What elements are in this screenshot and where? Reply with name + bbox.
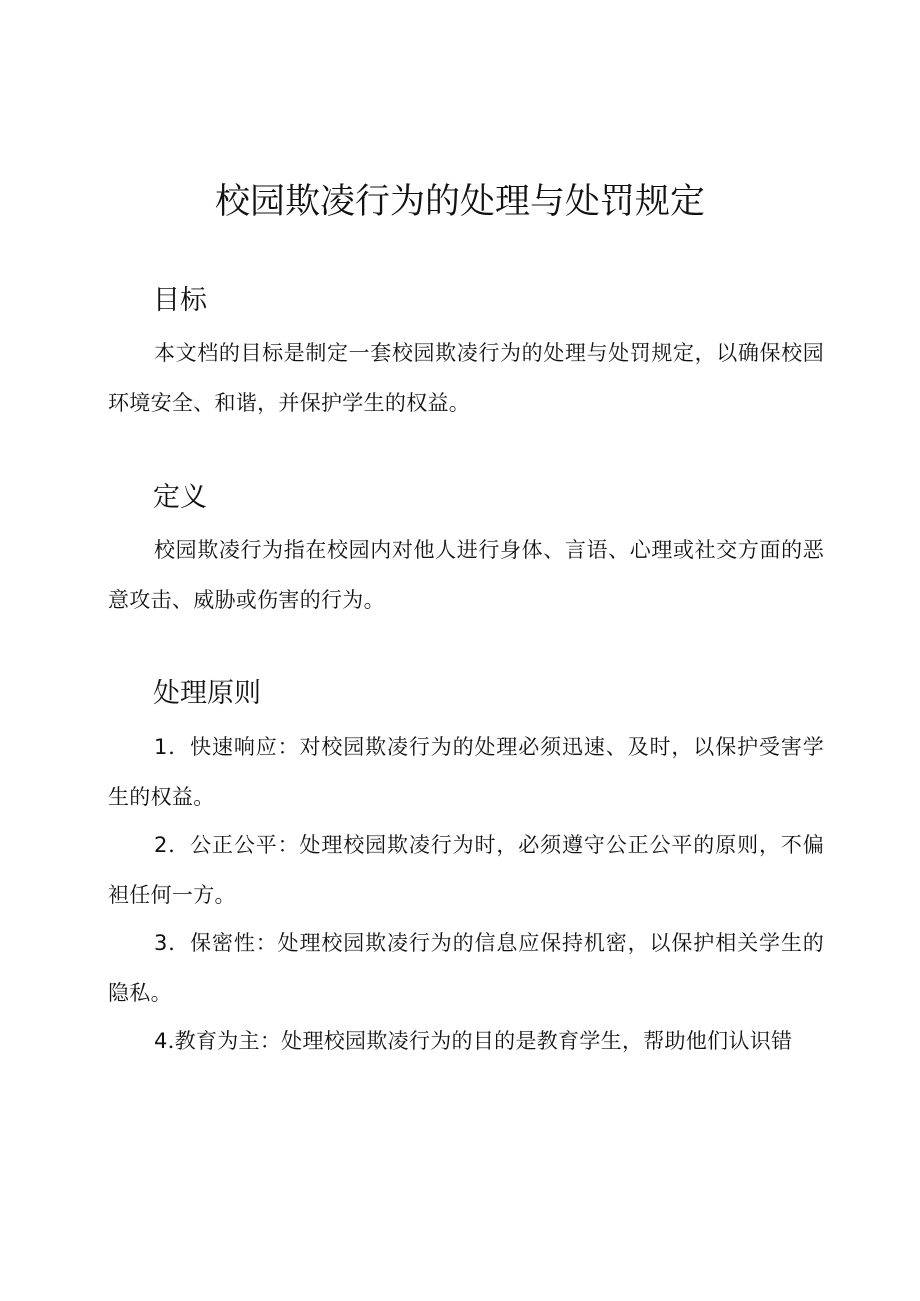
document-title: 校园欺凌行为的处理与处罚规定	[214, 182, 705, 222]
principle-separator: .	[167, 1029, 175, 1053]
principle-item	[108, 1016, 824, 1066]
principle-number: 2	[154, 833, 168, 857]
section-paragraph-definition: 校园欺凌行为指在校园内对他人进行身体、言语、心理或社交方面的恶意攻击、威胁或伤害的行为。	[108, 538, 824, 612]
principle-separator: ．	[167, 735, 191, 759]
section-heading-goal: 目标	[153, 285, 207, 316]
principle-text: 保密性：处理校园欺凌行为的信息应保持机密，以保护相关学生的隐私。	[108, 931, 824, 1005]
principle-text: 公正公平：处理校园欺凌行为时，必须遵守公正公平的原则，不偏袒任何一方。	[108, 833, 824, 907]
principle-number: 4	[154, 1029, 168, 1053]
principle-text: 教育为主：处理校园欺凌行为的目的是教育学生，帮助他们认识错	[174, 1029, 793, 1053]
principle-number: 1	[154, 735, 168, 759]
principle-text: 快速响应：对校园欺凌行为的处理必须迅速、及时，以保护受害学生的权益。	[108, 735, 824, 809]
principle-number: 3	[154, 931, 168, 955]
principle-separator: ．	[167, 931, 191, 955]
principle-item	[108, 722, 824, 822]
section-heading-principles: 处理原则	[153, 678, 261, 709]
principle-item	[108, 820, 824, 920]
principle-item	[108, 918, 824, 1018]
section-paragraph-goal: 本文档的目标是制定一套校园欺凌行为的处理与处罚规定，以确保校园环境安全、和谐，并保护学生的权益。	[108, 341, 824, 415]
principle-separator: ．	[167, 833, 191, 857]
section-heading-definition: 定义	[153, 482, 207, 513]
